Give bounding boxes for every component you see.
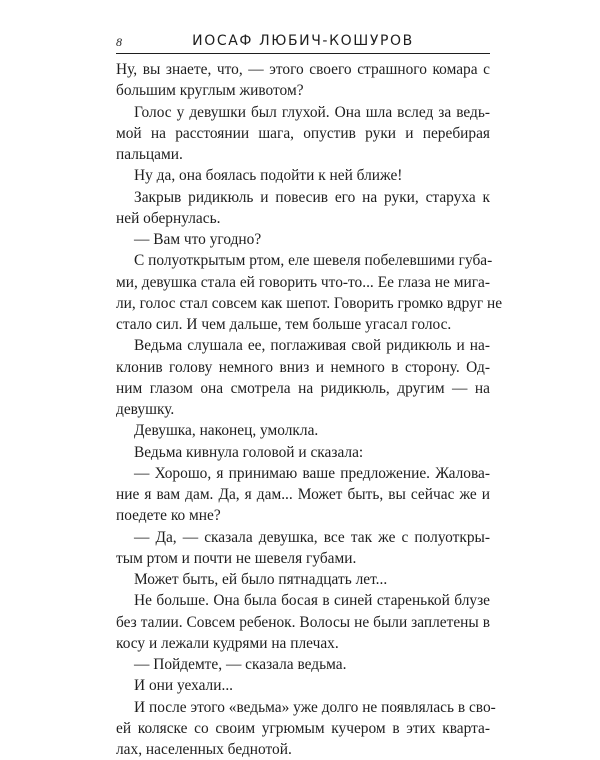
text-line: поедете ко мне? <box>116 507 221 525</box>
text-line: И после этого «ведьма» уже долго не появлялась в сво- <box>134 698 496 716</box>
text-line: Может быть, ей было пятнадцать лет... <box>134 571 388 588</box>
text-line: мой на расстоянии шага, опустив руки и перебирая <box>116 124 490 142</box>
text-line: Голос у девушки был глухой. Она шла вслед за ведь- <box>134 103 490 121</box>
text-line: Ну да, она боялась подойти к ней ближе! <box>134 167 403 185</box>
text-line: Ну, вы знаете, что, — этого своего страшного комара с <box>116 61 490 78</box>
text-line: лах, населенных беднотой. <box>116 741 292 758</box>
text-line: — Хорошо, я принимаю ваше предложение. Жалова- <box>134 464 490 482</box>
text-line: Не больше. Она была босая в синей старенькой блузе <box>134 592 490 610</box>
text-line: ми, девушка стала ей говорить что-то... Ее глаза не мига- <box>116 273 490 291</box>
text-line: ней обернулась. <box>116 209 221 227</box>
text-line: клонив голову немного вниз и немного в сторону. Од- <box>116 358 490 376</box>
text-line: — Вам что угодно? <box>134 231 262 248</box>
text-line: косу и лежали кудрями на плечах. <box>116 634 339 652</box>
text-line: пальцами. <box>116 146 183 163</box>
text-line: тым ртом и почти не шевеля губами. <box>116 549 357 567</box>
text-line: стало сил. И чем дальше, тем больше угасал голос. <box>116 316 452 333</box>
text-line: Закрыв ридикюль и повесив его на руки, старуха к <box>134 188 490 206</box>
running-head: ИОСАФ ЛЮБИЧ-КОШУРОВ <box>192 33 414 49</box>
text-line: Девушка, наконец, умолкла. <box>134 422 319 440</box>
text-line: — Пойдемте, — сказала ведьма. <box>134 656 347 673</box>
text-line: И они уехали... <box>134 677 234 695</box>
text-line: Ведьма кивнула головой и сказала: <box>134 443 364 461</box>
text-line: ей коляске со своим угрюмым кучером в этих кварта- <box>116 719 490 737</box>
text-line: Ведьма слушала ее, поглаживая свой ридикюль и на- <box>134 337 490 355</box>
text-line: девушку. <box>116 401 175 418</box>
text-line: ли, голос стал совсем как шепот. Говорить громко вдруг не <box>116 294 503 312</box>
text-line: большим круглым животом? <box>116 82 304 100</box>
page-number: 8 <box>116 35 122 49</box>
text-line: без талии. Совсем ребенок. Волосы не были заплетены в <box>116 613 490 631</box>
page-header <box>116 30 490 56</box>
header-rule <box>116 53 490 54</box>
text-line: С полуоткрытым ртом, еле шевеля побелевшими губа- <box>134 252 493 270</box>
text-line: — Да, — сказала девушка, все так же с полуоткры- <box>134 528 490 546</box>
text-line: ним глазом она смотрела на ридикюль, другим — на <box>116 379 490 397</box>
text-line: ние я вам дам. Да, я дам... Может быть, вы сейчас же и <box>116 486 490 503</box>
body-text <box>116 59 503 760</box>
